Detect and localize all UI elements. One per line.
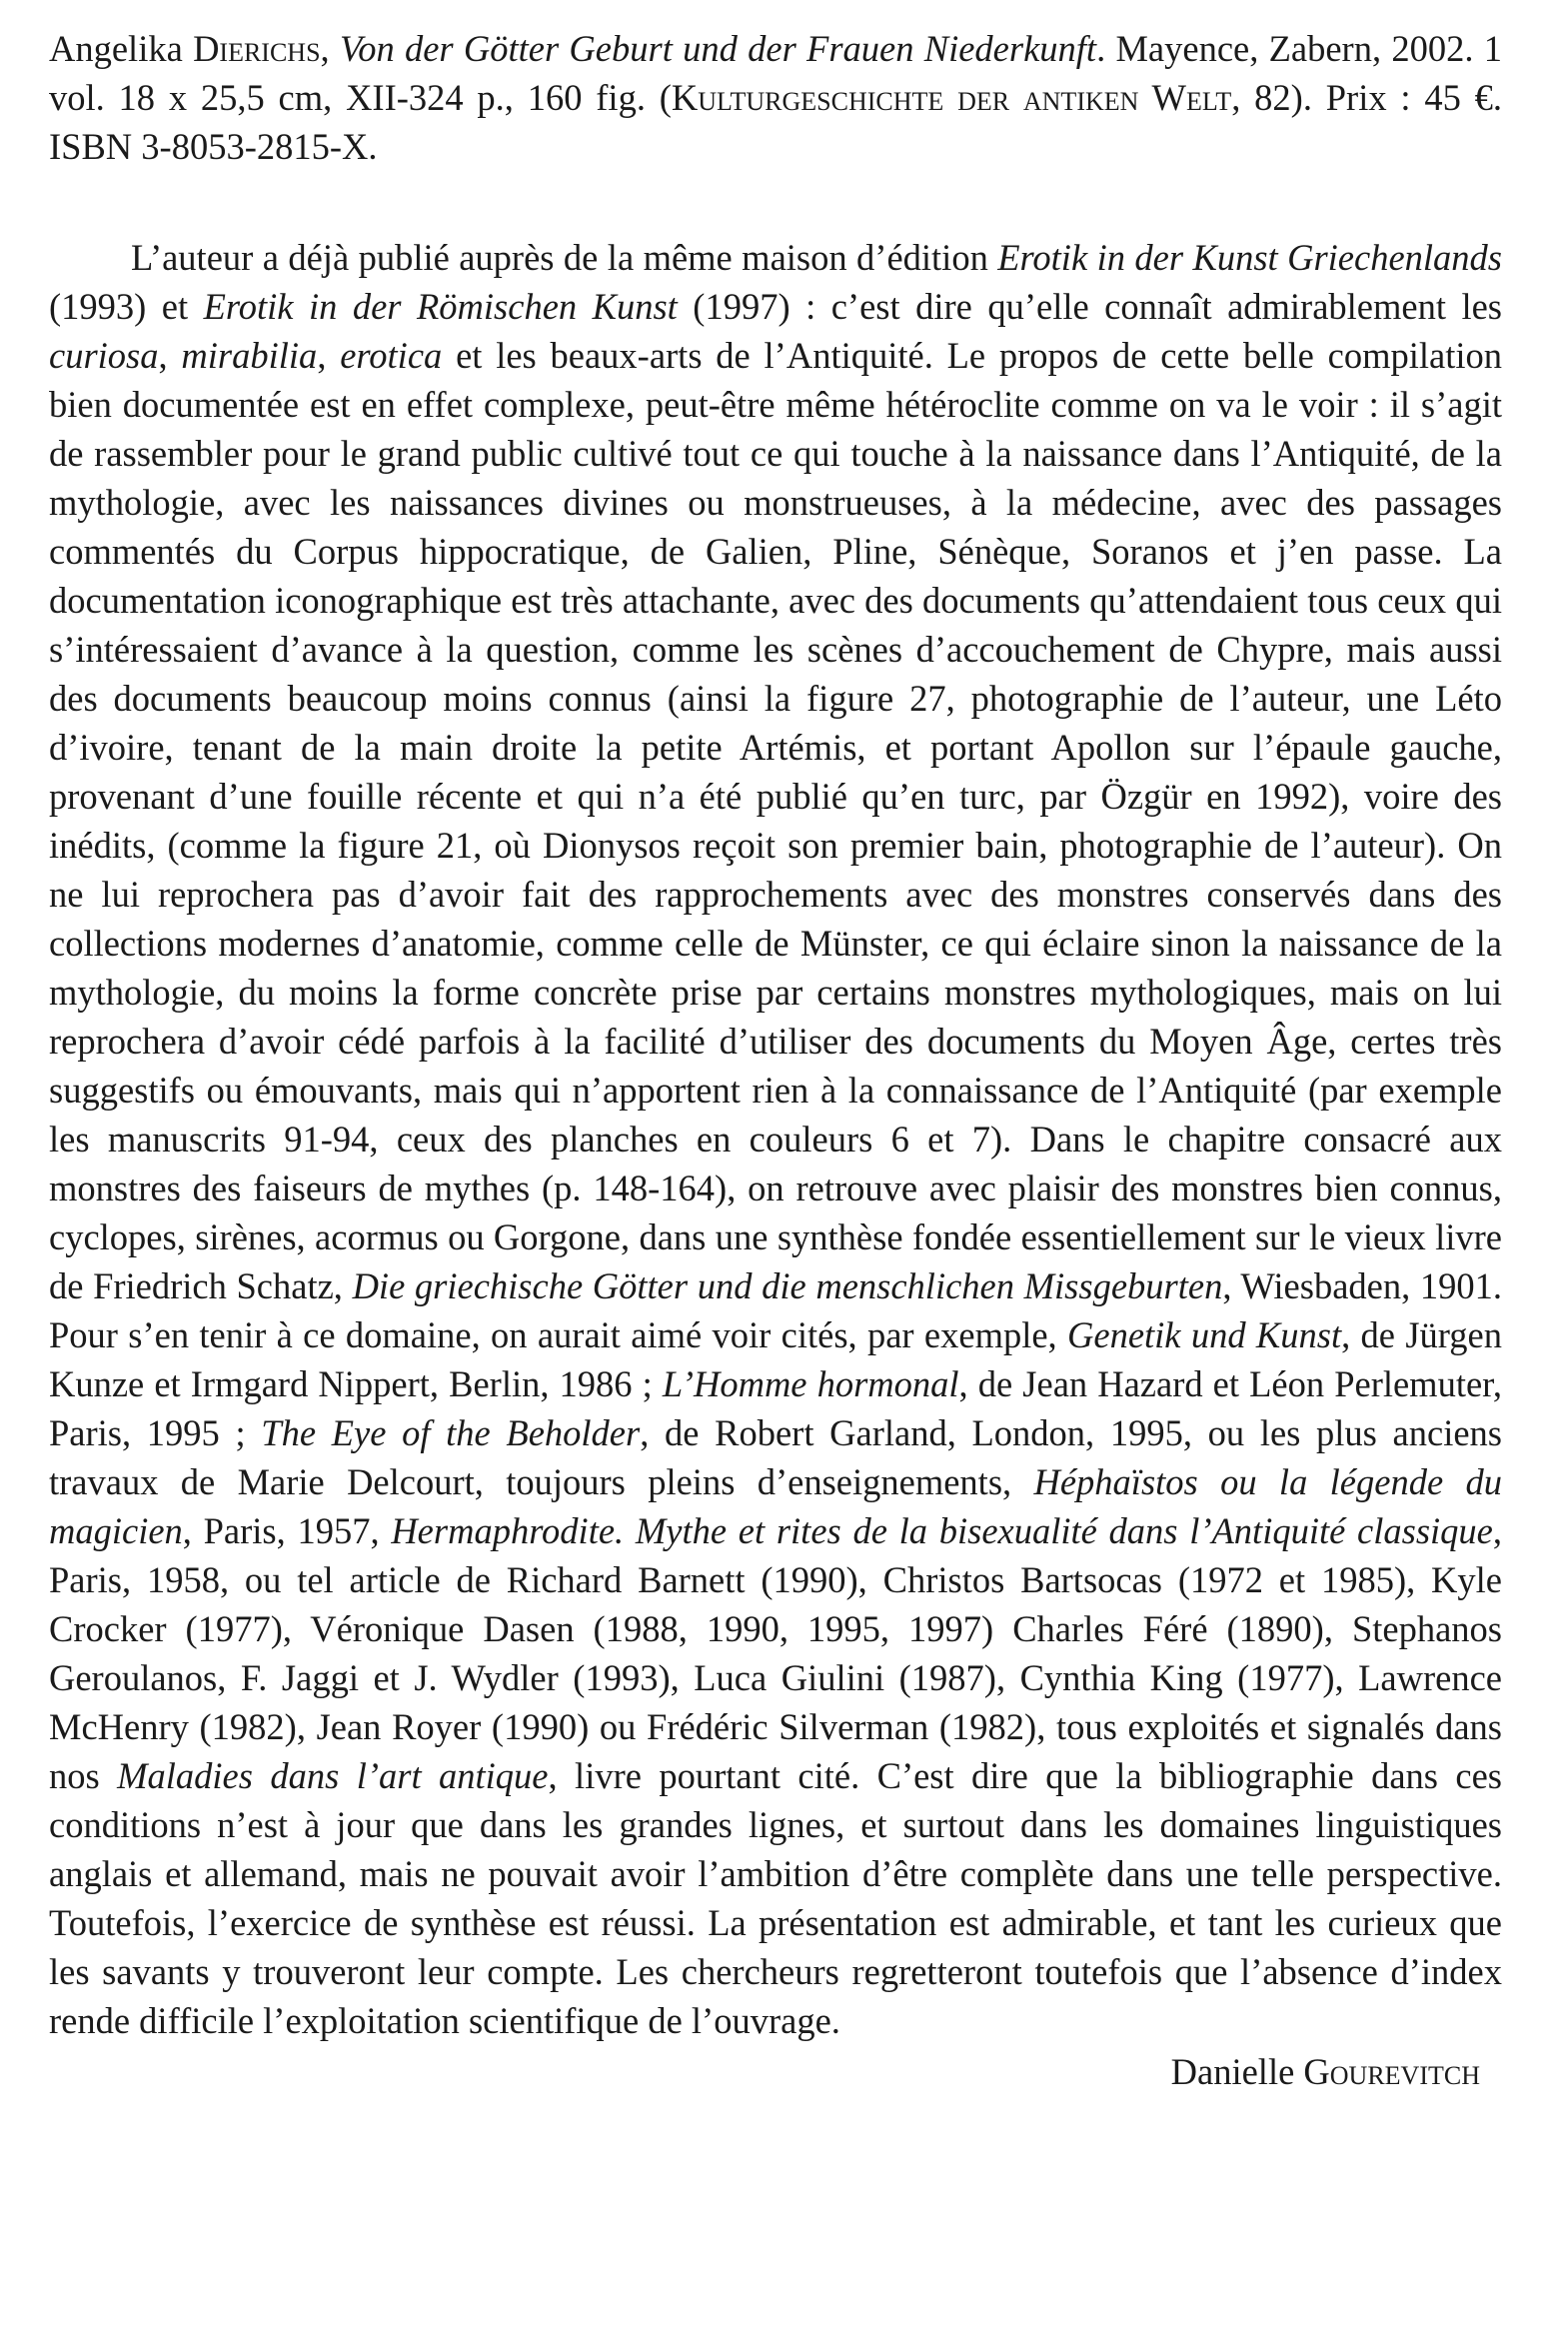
italic-run: Hermaphrodite. Mythe et rites de la bisexualité dans l’Antiquité classique <box>391 1510 1493 1551</box>
italic-run: Genetik und Kunst <box>1067 1314 1342 1355</box>
small-caps-run: Kulturgeschichte der antiken Welt <box>671 77 1232 118</box>
italic-run: curiosa <box>49 335 159 376</box>
book-reference-header <box>49 24 1502 171</box>
text-run: et les beaux-arts de l’Antiquité. Le propos de cette belle compilation bien documentée est en effet complexe, peut-être même hétéroclite comme on va le voir : il s’agit de rassembler pour le grand public cultivé tout ce qui touche à la naissance dans l’Antiquité, de la mythologie, avec les naissances divines ou monstrueuses, à la médecine, avec des passages commentés du Corpus hippocratique, de Galien, Pline, Sénèque, Soranos et j’en passe. La documentation iconographique est très attachante, avec des documents qu’attendaient tous ceux qui s’intéressaient d’avance à la question, comme les scènes d’accouchement de Chypre, mais aussi des documents beaucoup moins connus (ainsi la figure 27, photographie de l’auteur, une Léto d’ivoire, tenant de la main droite la petite Artémis, et portant Apollon sur l’épaule gauche, provenant d’une fouille récente et qui n’a été publié qu’en turc, par Özgür en 1992), voire des inédits, (comme la figure 21, où Dionysos reçoit son premier bain, photographie de l’auteur). On ne lui reprochera pas d’avoir fait des rapprochements avec des monstres conservés dans des collections modernes d’anatomie, comme celle de Münster, ce qui éclaire sinon la naissance de la mythologie, du moins la forme concrète prise par certains monstres mythologiques, mais on lui reprochera d’avoir cédé parfois à la facilité d’utiliser des documents du Moyen Âge, certes très suggestifs ou émouvants, mais qui n’apportent rien à la connaissance de l’Antiquité (par exemple les manuscrits 91-94, ceux des planches en couleurs 6 et 7). Dans le chapitre consacré aux monstres des faiseurs de mythes (p. 148-164), on retrouve avec plaisir des monstres bien connus, cyclopes, sirènes, acormus ou Gorgone, dans une synthèse fondée essentiellement sur le vieux livre de Friedrich Schatz, <box>49 335 1503 1306</box>
italic-run: Von der Götter Geburt und der Frauen Niederkunft <box>339 28 1097 69</box>
italic-run: Héphaïstos ou la légende du magicien <box>49 1461 1502 1551</box>
text-run: L’auteur a déjà publié auprès de la même maison d’édition <box>131 237 998 278</box>
italic-run: Erotik in der Kunst Griechenlands <box>997 237 1502 278</box>
italic-run: The Eye of the Beholder <box>261 1412 641 1453</box>
text-run: Angelika <box>49 28 194 69</box>
reviewer-signature <box>49 2047 1502 2096</box>
text-run: , de Jürgen Kunze et Irmgard Nippert, Berlin, 1986 ; <box>49 1314 1502 1404</box>
italic-run: L’Homme hormonal <box>662 1363 959 1404</box>
text-run: , Paris, 1958, ou tel article de Richard Barnett (1990), Christos Bartsocas (1972 et 1985), Kyle Crocker (1977), Véronique Dasen (1988, 1990, 1995, 1997) Charles Féré (1890), Stephanos Geroulanos, F. Jaggi et J. Wydler (1993), Luca Giulini (1987), Cynthia King (1977), Lawrence McHenry (1982), Jean Royer (1990) ou Frédéric Silverman (1982), tous exploités et signalés dans nos <box>49 1510 1503 1796</box>
italic-run: mirabilia <box>181 335 318 376</box>
text-run: , 82). Prix : 45 €. ISBN 3-8053-2815-X. <box>49 77 1502 167</box>
italic-run: Maladies dans l’art antique <box>117 1755 549 1796</box>
text-run: , <box>158 335 182 376</box>
italic-run: erotica <box>340 335 443 376</box>
italic-run: Erotik in der Römischen Kunst <box>203 286 678 327</box>
text-run: Danielle <box>1170 2051 1304 2092</box>
text-run: , Paris, 1957, <box>182 1510 392 1551</box>
text-run: , de Robert Garland, London, 1995, ou les plus anciens travaux de Marie Delcourt, toujours pleins d’enseignements, <box>49 1412 1502 1502</box>
text-run: , <box>320 28 340 69</box>
text-run: . Mayence, Zabern, 2002. 1 vol. 18 x 25,5 cm, XII-324 p., 160 fig. ( <box>49 28 1502 118</box>
text-run: , livre pourtant cité. C’est dire que la bibliographie dans ces conditions n’est à jour que dans les grandes lignes, et surtout dans les domaines linguistiques anglais et allemand, mais ne pouvait avoir l’ambition d’être complète dans une telle perspective. Toutefois, l’exercice de synthèse est réussi. La présentation est admirable, et tant les curieux que les savants y trouveront leur compte. Les chercheurs regretteront toutefois que l’absence d’index rende difficile l’exploitation scientifique de l’ouvrage. <box>49 1755 1502 2041</box>
small-caps-run: Gourevitch <box>1303 2051 1480 2092</box>
text-run: (1997) : c’est dire qu’elle connaît admirablement les <box>677 286 1503 327</box>
small-caps-run: Dierichs <box>193 28 321 69</box>
text-run: , de Jean Hazard et Léon Perlemuter, Paris, 1995 ; <box>49 1363 1502 1453</box>
text-run: , Wiesbaden, 1901. Pour s’en tenir à ce domaine, on aurait aimé voir cités, par exemple, <box>49 1265 1502 1355</box>
text-run: , <box>317 335 341 376</box>
text-run: (1993) et <box>49 286 204 327</box>
review-body-paragraph <box>49 233 1502 2045</box>
italic-run: Die griechische Götter und die menschlichen Missgeburten <box>352 1265 1223 1306</box>
